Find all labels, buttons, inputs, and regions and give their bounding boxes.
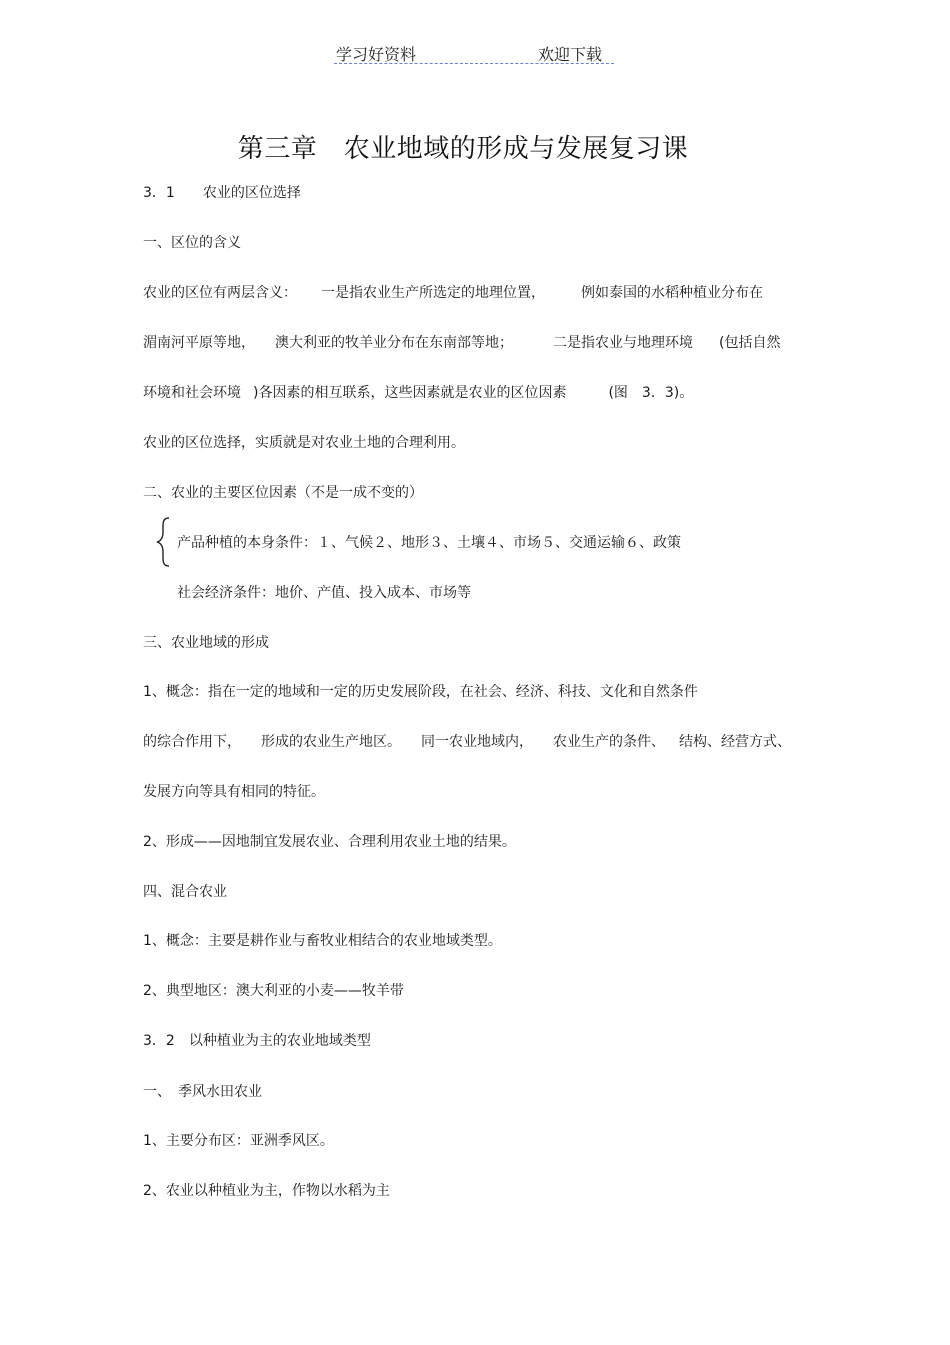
text-line-5: 环境和社会环境 )各因素的相互联系，这些因素就是农业的区位因素 (图 3．3)。 [143,385,694,401]
text-line-19: 一、 季风水田农业 [143,1084,262,1100]
text-line-14: 2、形成——因地制宜发展农业、合理利用农业土地的结果。 [143,834,516,850]
text-line-17: 2、典型地区：澳大利亚的小麦——牧羊带 [143,983,404,999]
text-line-13: 发展方向等具有相同的特征。 [143,784,325,800]
text-line-15: 四、混合农业 [143,884,227,900]
text-line-18: 3．2 以种植业为主的农业地域类型 [143,1033,371,1049]
text-line-1: 3．1 农业的区位选择 [143,185,301,201]
text-line-12: 的综合作用下， 形成的农业生产地区。 同一农业地域内， 农业生产的条件、 结构、经营方式、 [143,734,791,750]
page-title: 第三章 农业地域的形成与发展复习课 [237,134,689,164]
text-line-11: 1、概念：指在一定的地域和一定的历史发展阶段，在社会、经济、科技、文化和自然条件 [143,684,698,700]
curly-brace-icon [155,516,173,568]
header-left: 学习好资料 [336,45,417,64]
text-line-2: 一、区位的含义 [143,235,241,251]
text-line-9: 社会经济条件：地价、产值、投入成本、市场等 [177,585,471,601]
text-line-6: 农业的区位选择，实质就是对农业土地的合理利用。 [143,435,465,451]
text-line-16: 1、概念：主要是耕作业与畜牧业相结合的农业地域类型。 [143,933,502,949]
text-line-7: 二、农业的主要区位因素（不是一成不变的） [143,485,423,501]
text-line-21: 2、农业以种植业为主，作物以水稻为主 [143,1183,390,1199]
text-line-20: 1、主要分布区：亚洲季风区。 [143,1133,334,1149]
text-line-8: 产品种植的本身条件：１、气候２、地形３、土壤４、市场５、交通运输６、政策 [177,535,681,551]
header-right: 欢迎下载 [538,45,603,64]
text-line-4: 湄南河平原等地， 澳大利亚的牧羊业分布在东南部等地； 二是指农业与地理环境 (包括自然 [143,335,781,351]
text-line-3: 农业的区位有两层含义： 一是指农业生产所选定的地理位置， 例如泰国的水稻种植业分布在 [143,285,763,301]
text-line-10: 三、农业地域的形成 [143,635,269,651]
header-underline [334,63,614,64]
